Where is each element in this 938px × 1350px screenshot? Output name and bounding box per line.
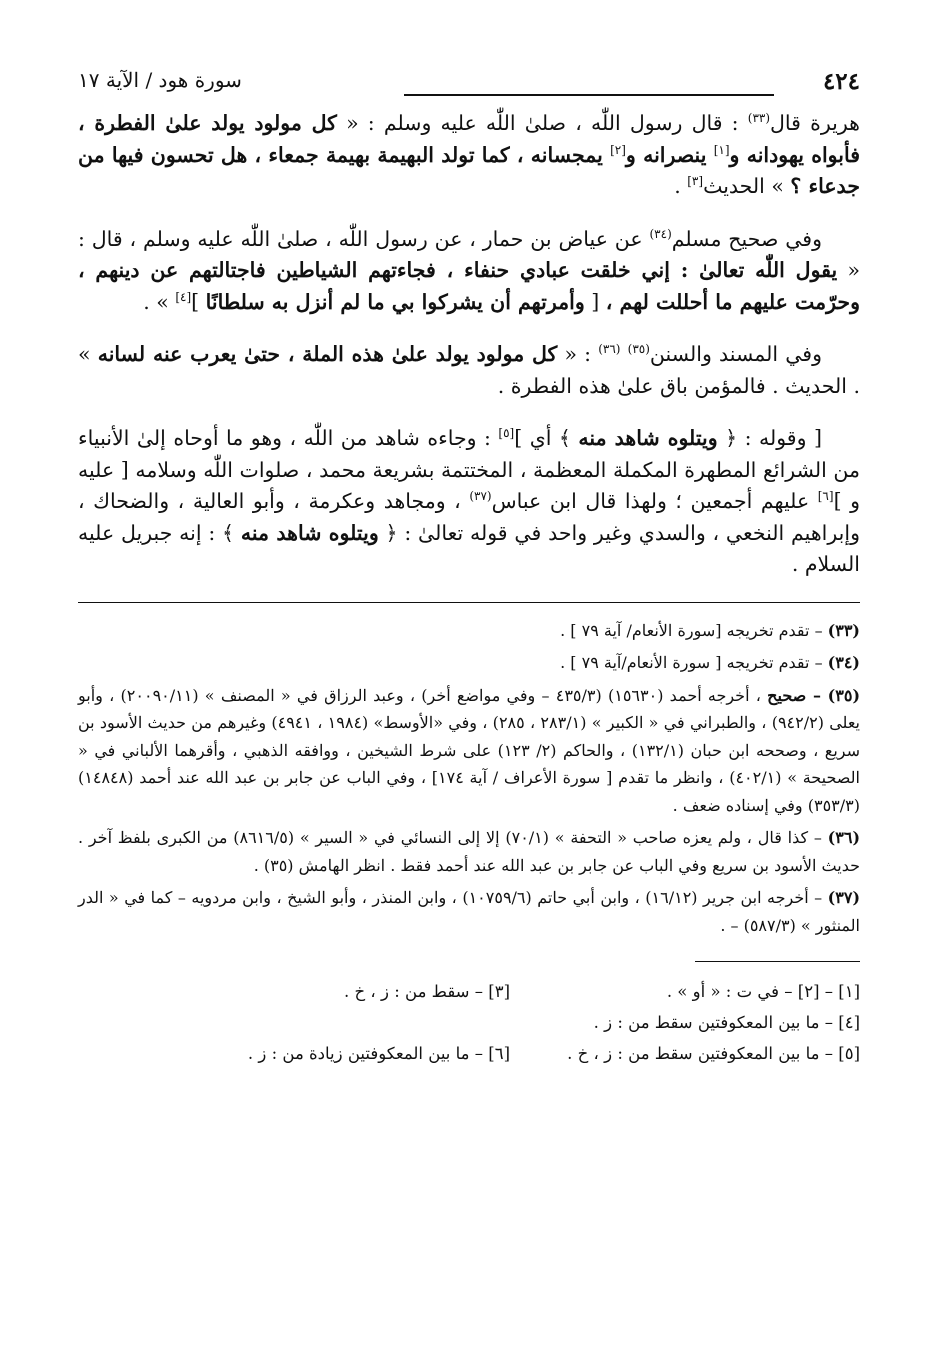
- variants-divider: [695, 961, 860, 962]
- variant-note: [١] – [٢] – في ت : « أو » .: [666, 982, 860, 1001]
- variant-note: [٥] – ما بين المعكوفتين سقط من : ز ، خ .: [567, 1044, 860, 1063]
- text-span: وفي صحيح مسلم: [671, 226, 823, 251]
- footnotes-divider: [78, 602, 860, 603]
- footnote-33: [78, 617, 860, 645]
- text-span: : «: [557, 342, 599, 366]
- footnote-text: ، أخرجه أحمد (١٥٦٣٠) (٤٣٥/٣ – وفي مواضع أخر) ، وعبد الرزاق في « المصنف » (٢٠٠٩٠/١١) ، وأبو يعلى (٩٤٢/٢) ، والطبراني في « الكبير » (٢٨٣/١ ، ٢٨٥) ، وفي «الأوسط» (١٩٨٤ ، ٤٩٤١) وغيرهم من حديث الأسود بن سريع ، وصححه ابن حبان (١٣٢/١) ، والحاكم (٢/ ١٢٣) على شرط الشيخين ، ووافقه الذهبي ، وأقرهما الألباني في « الصحيحة » (٤٠٢/١) ، وانظر ما تقدم [ سورة الأعراف / آية ١٧٤] ، وفي الباب عن جابر بن عبد الله عند أحمد (١٤٨٤٨) (٣٥٣/٣) وفي إسناده ضعف .: [78, 685, 861, 815]
- page-header: [78, 68, 860, 104]
- text-span: ، ومجاهد وعكرمة ، وأبو العالية ، والضحاك ، وإبراهيم النخعي ، والسدي وغير واحد في قوله تعالىٰ : ﴿: [78, 489, 860, 545]
- page-number: ٤٢٤: [822, 68, 860, 95]
- header-rule: [404, 94, 774, 96]
- footnote-text: – تقدم تخريجه [سورة الأنعام/ آية ٧٩ ] .: [560, 620, 828, 640]
- text-span: هريرة قال: [770, 111, 860, 135]
- variant-ref: [٦]: [817, 489, 834, 504]
- quran-text: ويتلوه شاهد منه: [578, 426, 718, 450]
- text-span: ﴾ : إنه جبريل عليه السلام .: [78, 520, 860, 576]
- running-head: سورة هود / الآية ١٧: [78, 68, 242, 92]
- variant-ref: [٤]: [175, 289, 192, 304]
- footnote-number: (٣٥) – صحيح: [767, 685, 861, 705]
- footnote-34: [78, 649, 860, 677]
- text-span: » . الحديث . فالمؤمن باق علىٰ هذه الفطرة .: [78, 342, 860, 398]
- paragraph-1: [78, 108, 860, 203]
- main-text: [78, 108, 860, 581]
- paragraph-4: [78, 423, 860, 581]
- footnote-text: – كذا قال ، ولم يعزه صاحب « التحفة » (٧٠/١) إلا إلى النسائي في « السير » (٨٦١٦/٥) من الكبرى بلفظ آخر . حديث الأسود بن سريع وفي الباب عن جابر بن عبد الله عند أحمد فقط . انظر الهامش (٣٥) .: [78, 828, 860, 875]
- footnote-text: – أخرجه ابن جرير (١٦/١٢) ، وابن أبي حاتم (١٠٧٥٩/٦) ، وابن المنذر ، وأبو الشيخ ، وابن مردويه – كما في « الدر المنثور » (٥٨٧/٣) – .: [78, 888, 860, 935]
- hadith-text: وأمرتهم أن يشركوا بي ما لم أنزل به سلطانًا: [205, 289, 585, 314]
- variants-row: [78, 976, 860, 1007]
- hadith-text: كل مولود يولد علىٰ الفطرة ، فأبواه يهودانه و: [78, 111, 861, 167]
- variant-ref: [٥]: [498, 426, 515, 441]
- text-span: .: [674, 174, 688, 198]
- variant-note: [٣] – سقط من : ز ، خ .: [344, 982, 510, 1001]
- footnotes: [78, 617, 860, 940]
- text-span: وفي المسند والسنن: [649, 342, 822, 366]
- footnote-number: (٣٧): [827, 888, 861, 907]
- hadith-text: يقول اللّٰه تعالىٰ : إني خلقت عبادي حنفاء ، فجاءتهم الشياطين فاجتالتهم عن دينهم ، وحرّمت عليهم ما أحللت لهم ،: [78, 258, 860, 314]
- hadith-text: كل مولود يولد علىٰ هذه الملة ، حتىٰ يعرب عنه لسانه: [97, 342, 558, 366]
- quran-text: ويتلوه شاهد منه: [240, 520, 379, 545]
- variants-row: [78, 1007, 860, 1038]
- footnote-ref: (٣٤): [649, 226, 672, 241]
- manuscript-variants: [78, 976, 860, 1069]
- footnote-35: [78, 682, 860, 820]
- text-span: عن عياض بن حمار ، عن رسول اللّٰه ، صلىٰ اللّٰه عليه وسلم ، قال : «: [78, 226, 860, 282]
- paragraph-3: [78, 339, 860, 402]
- text-span: ]: [191, 289, 206, 314]
- footnote-ref: (٣٣): [747, 111, 771, 126]
- footnote-ref: (٣٧): [469, 489, 492, 504]
- footnote-37: [78, 884, 860, 939]
- text-span: عليهم أجمعين ؛ ولهذا قال ابن عباس: [491, 489, 818, 513]
- footnote-number: (٣٦): [827, 828, 861, 847]
- footnote-number: (٣٤): [827, 653, 860, 672]
- text-span: » .: [143, 289, 176, 314]
- variant-ref: [٢]: [610, 142, 626, 157]
- paragraph-2: [78, 224, 860, 319]
- hadith-text: يمجسانه ، كما تولد البهيمة بهيمة جمعاء ، هل تحسون فيها من جدعاء ؟: [78, 142, 860, 198]
- footnote-text: – تقدم تخريجه [ سورة الأنعام/آية ٧٩ ] .: [560, 653, 828, 672]
- footnote-36: [78, 824, 860, 879]
- text-span: : وجاءه شاهد من اللّٰه ، وهو ما أوحاه إلىٰ الأنبياء من الشرائع المطهرة المكملة المعظمة ، المختتمة بشريعة محمد ، صلوات اللّٰه وسلامه [ عليه و ]: [78, 426, 860, 513]
- variant-ref: [٣]: [687, 174, 704, 189]
- variant-ref: [١]: [713, 142, 730, 157]
- footnote-ref: (٣٥): [627, 342, 650, 357]
- text-span: [: [584, 289, 606, 314]
- text-span: [ وقوله : ﴿: [717, 426, 822, 450]
- footnote-ref: (٣٦): [598, 342, 621, 357]
- footnote-number: (٣٣): [827, 620, 860, 640]
- variants-row: [78, 1038, 860, 1069]
- text-span: » الحديث: [703, 174, 791, 198]
- text-span: : قال رسول اللّٰه ، صلىٰ اللّٰه عليه وسلم : «: [336, 111, 748, 135]
- variant-note: [٤] – ما بين المعكوفتين سقط من : ز .: [593, 1013, 860, 1032]
- variant-note: [٦] – ما بين المعكوفتين زيادة من : ز .: [247, 1044, 510, 1063]
- text-span: ﴾ أي ]: [514, 426, 579, 450]
- hadith-text: ينصرانه و: [625, 142, 714, 167]
- book-page: [78, 68, 860, 1069]
